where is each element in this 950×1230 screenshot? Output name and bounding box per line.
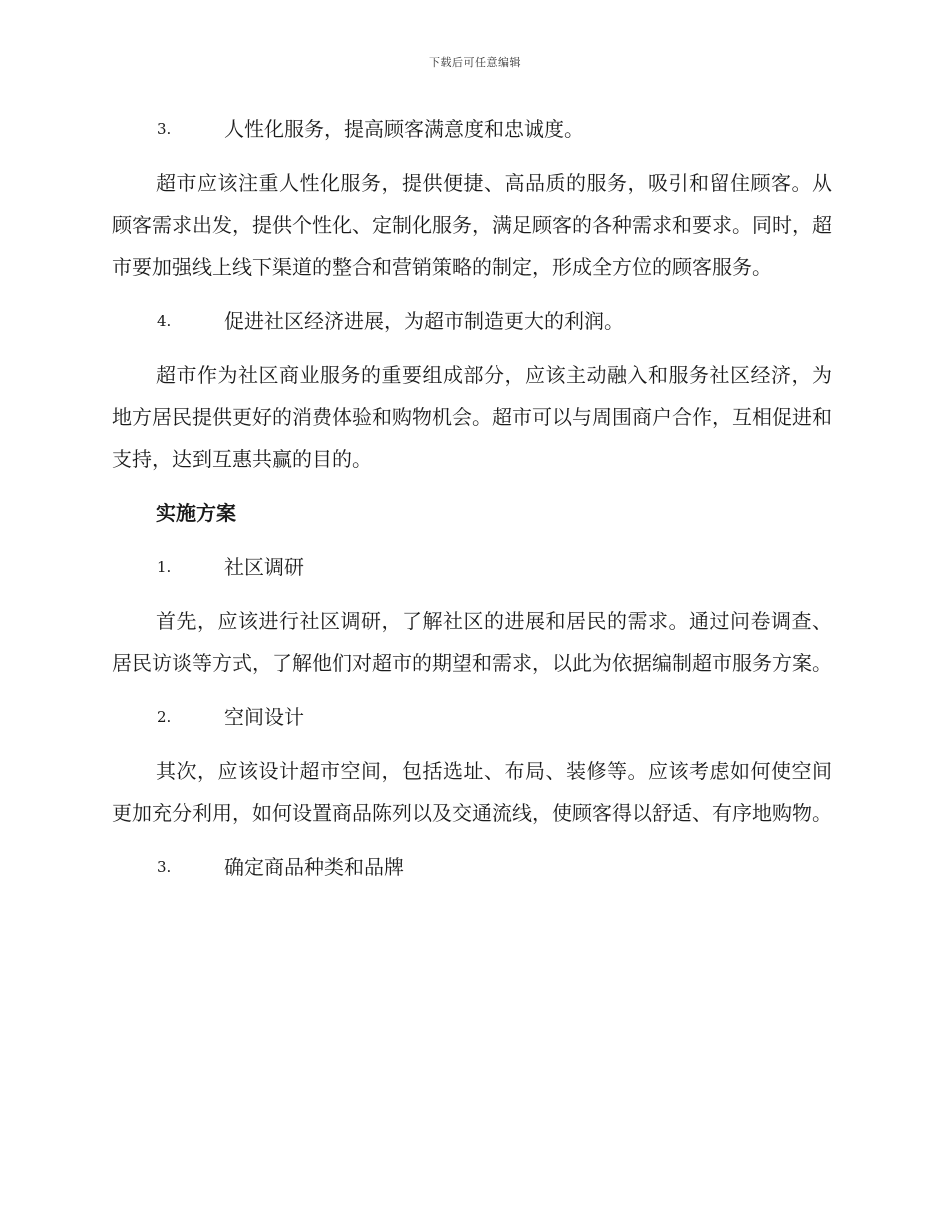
- list-item-4: [112, 300, 832, 342]
- list-title: 人性化服务，提高顾客满意度和忠诚度。: [224, 117, 584, 141]
- document-body: [112, 108, 832, 900]
- list-number: 2.: [157, 708, 172, 726]
- list-title: 确定商品种类和品牌: [224, 855, 404, 879]
- step-item-2: [112, 696, 832, 738]
- list-number: 3.: [157, 858, 172, 876]
- step-item-3: [112, 846, 832, 888]
- list-number: 3.: [157, 120, 172, 138]
- list-item-3: [112, 108, 832, 150]
- list-number: 4.: [157, 312, 172, 330]
- list-title: 空间设计: [224, 705, 304, 729]
- list-number: 1.: [157, 558, 172, 576]
- paragraph-humanized-service: 超市应该注重人性化服务，提供便捷、高品质的服务，吸引和留住顾客。从顾客需求出发，提供个性化、定制化服务，满足顾客的各种需求和要求。同时，超市要加强线上线下渠道的整合和营销策略的制定，形成全方位的顾客服务。: [112, 171, 832, 279]
- page-header-note: 下载后可任意编辑: [429, 56, 521, 69]
- list-title: 社区调研: [224, 555, 304, 579]
- paragraph-community-research: 首先，应该进行社区调研，了解社区的进展和居民的需求。通过问卷调查、居民访谈等方式，了解他们对超市的期望和需求，以此为依据编制超市服务方案。: [112, 609, 832, 675]
- step-item-1: [112, 546, 832, 588]
- section-heading-implementation: 实施方案: [156, 501, 236, 525]
- list-title: 促进社区经济进展，为超市制造更大的利润。: [224, 309, 624, 333]
- paragraph-community-economy: 超市作为社区商业服务的重要组成部分，应该主动融入和服务社区经济，为地方居民提供更好的消费体验和购物机会。超市可以与周围商户合作，互相促进和支持，达到互惠共赢的目的。: [112, 363, 832, 471]
- paragraph-space-design: 其次，应该设计超市空间，包括选址、布局、装修等。应该考虑如何使空间更加充分利用，如何设置商品陈列以及交通流线，使顾客得以舒适、有序地购物。: [112, 759, 832, 825]
